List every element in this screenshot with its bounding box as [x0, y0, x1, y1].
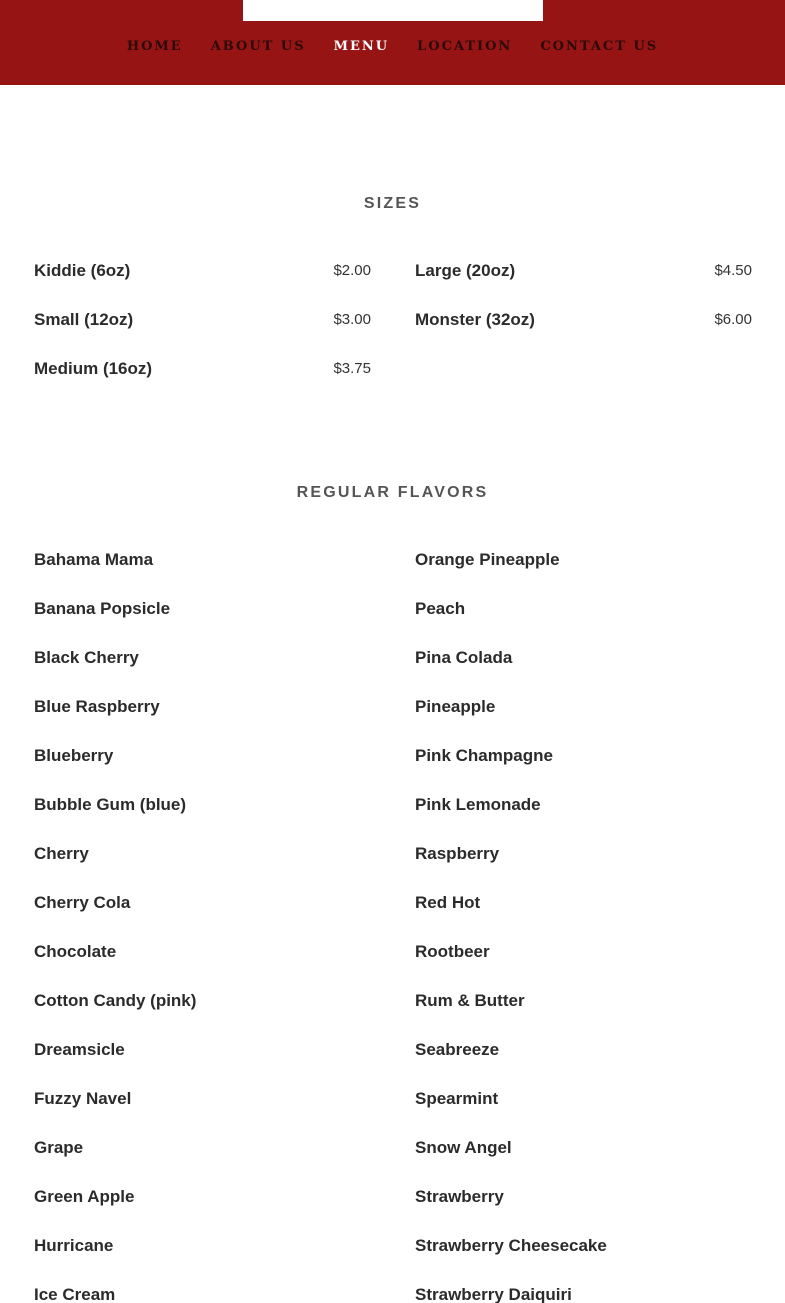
sizes-title: SIZES [363, 195, 422, 212]
flavor-item [415, 1185, 752, 1234]
flavor-item [34, 793, 371, 842]
flavor-item [415, 744, 752, 793]
flavor-name: Green Apple [34, 1187, 135, 1206]
flavor-item [415, 842, 752, 891]
flavor-item [34, 1087, 371, 1136]
flavor-name: Hurricane [34, 1236, 114, 1255]
flavor-name: Bubble Gum (blue) [34, 795, 187, 814]
logo-area[interactable] [243, 0, 543, 21]
nav-location-link[interactable]: LOCATION [417, 39, 513, 54]
flavor-item [415, 940, 752, 989]
flavor-name: Seabreeze [415, 1040, 500, 1059]
flavor-item [415, 793, 752, 842]
flavor-name: Snow Angel [415, 1138, 512, 1157]
size-item [415, 308, 752, 357]
flavor-item [34, 548, 371, 597]
site-header [0, 0, 785, 85]
flavor-item [415, 1283, 752, 1303]
flavor-name: Pina Colada [415, 648, 513, 667]
flavors-left-column [34, 548, 371, 1303]
nav-menu-link[interactable]: MENU [333, 39, 390, 54]
flavor-name: Bahama Mama [34, 550, 154, 569]
size-item [34, 308, 371, 357]
flavor-item [34, 891, 371, 940]
flavor-name: Strawberry Cheesecake [415, 1236, 607, 1255]
size-price: $6.00 [714, 311, 752, 328]
flavor-name: Dreamsicle [34, 1040, 125, 1059]
flavor-item [415, 695, 752, 744]
flavor-item [415, 548, 752, 597]
flavor-item [34, 1234, 371, 1283]
flavor-item [415, 989, 752, 1038]
regular-flavors-title: REGULAR FLAVORS [296, 484, 489, 501]
flavor-name: Grape [34, 1138, 84, 1157]
flavor-item [34, 1283, 371, 1303]
size-price: $4.50 [714, 262, 752, 279]
flavor-item [34, 842, 371, 891]
sizes-right-column [415, 259, 752, 357]
flavor-item [34, 695, 371, 744]
flavor-item [415, 891, 752, 940]
flavor-name: Cotton Candy (pink) [34, 991, 197, 1010]
flavor-item [34, 1185, 371, 1234]
size-name: Medium (16oz) [34, 359, 153, 378]
flavor-name: Cherry Cola [34, 893, 131, 912]
flavor-name: Strawberry Daiquiri [415, 1285, 572, 1303]
size-name: Monster (32oz) [415, 310, 535, 329]
size-name: Large (20oz) [415, 261, 516, 280]
flavor-name: Ice Cream [34, 1285, 116, 1303]
flavor-item [415, 646, 752, 695]
size-item [34, 259, 371, 308]
flavor-name: Raspberry [415, 844, 500, 863]
flavor-item [415, 1087, 752, 1136]
nav-home-link[interactable]: HOME [126, 39, 183, 54]
flavor-name: Pink Lemonade [415, 795, 541, 814]
sizes-left-column [34, 259, 371, 406]
nav-contact-link[interactable]: CONTACT US [540, 39, 659, 54]
flavors-right-column [415, 548, 752, 1303]
flavor-name: Orange Pineapple [415, 550, 560, 569]
size-price: $3.75 [333, 360, 371, 377]
flavor-name: Pineapple [415, 697, 496, 716]
flavor-name: Red Hot [415, 893, 481, 912]
nav-about-link[interactable]: ABOUT US [210, 39, 306, 54]
flavor-item [415, 1234, 752, 1283]
flavor-name: Banana Popsicle [34, 599, 171, 618]
flavor-item [34, 597, 371, 646]
flavor-item [415, 1136, 752, 1185]
flavor-name: Blue Raspberry [34, 697, 160, 716]
flavor-name: Rootbeer [415, 942, 490, 961]
flavor-name: Pink Champagne [415, 746, 553, 765]
flavor-name: Cherry [34, 844, 89, 863]
size-item [415, 259, 752, 308]
flavor-name: Black Cherry [34, 648, 139, 667]
flavor-name: Spearmint [415, 1089, 499, 1108]
flavor-item [415, 597, 752, 646]
flavor-item [34, 940, 371, 989]
main-nav [0, 38, 785, 56]
flavor-item [34, 646, 371, 695]
flavor-name: Chocolate [34, 942, 117, 961]
flavor-name: Rum & Butter [415, 991, 525, 1010]
flavor-name: Fuzzy Navel [34, 1089, 132, 1108]
size-name: Kiddie (6oz) [34, 261, 131, 280]
flavor-item [34, 1136, 371, 1185]
flavor-item [34, 744, 371, 793]
flavor-name: Peach [415, 599, 466, 618]
size-price: $2.00 [333, 262, 371, 279]
flavor-name: Blueberry [34, 746, 114, 765]
flavor-name: Strawberry [415, 1187, 504, 1206]
size-name: Small (12oz) [34, 310, 134, 329]
size-price: $3.00 [333, 311, 371, 328]
flavor-item [34, 1038, 371, 1087]
flavor-item [34, 989, 371, 1038]
size-item [34, 357, 371, 406]
flavor-item [415, 1038, 752, 1087]
